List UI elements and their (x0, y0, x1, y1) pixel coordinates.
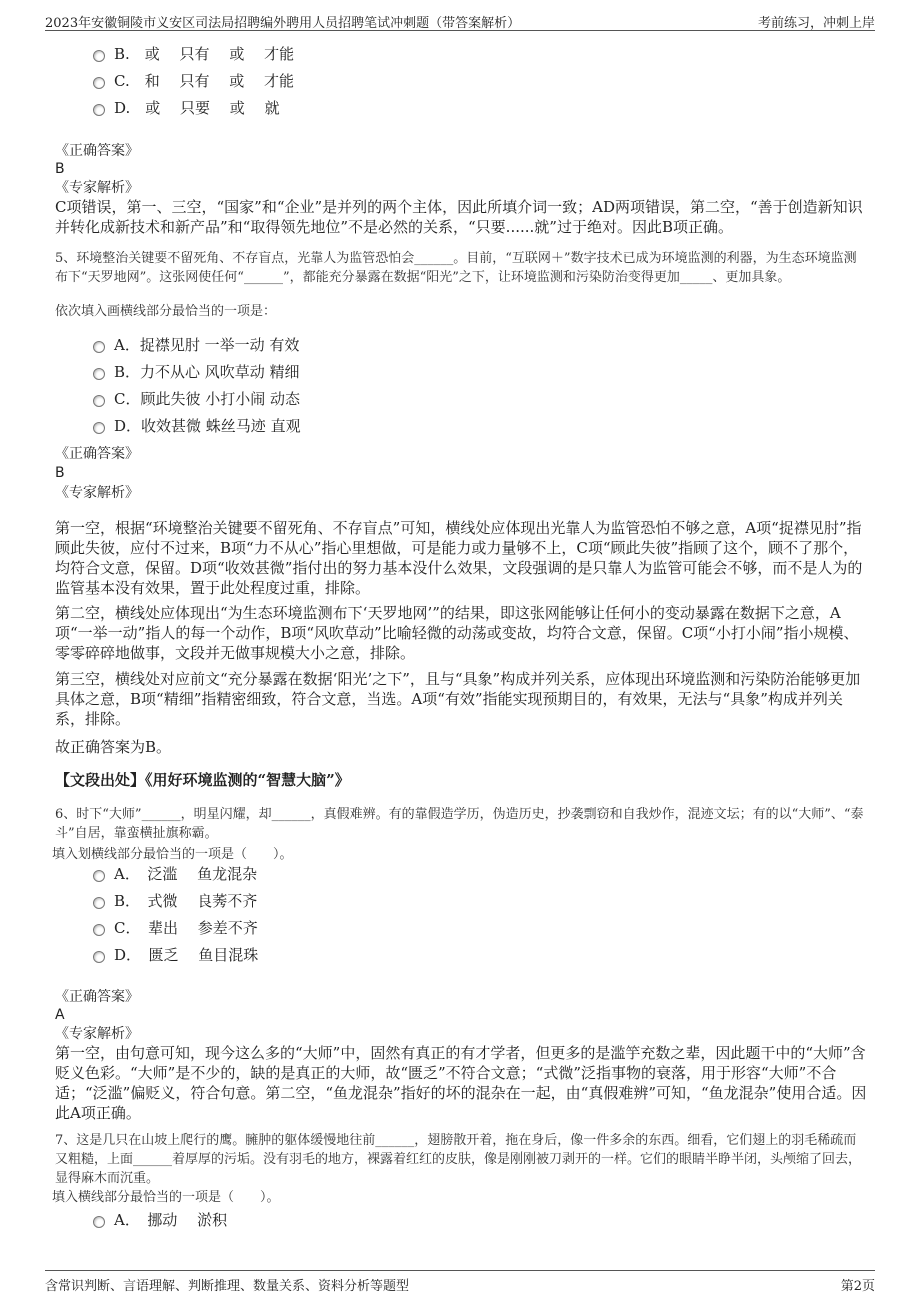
q5-answer: B (55, 465, 65, 481)
q5-analysis-para3: 第三空，横线处对应前文“充分暴露在数据‘阳光’之下”，且与“具象”构成并列关系，应体现出环境监测和污染防治能够更加具体之意，B项“精细”指精密细致，符合文意，当选。A项“有效”指能实现预期目的，有效果，无法与“具象”构成并列关系，排除。 (55, 670, 861, 728)
q5-prompt: 依次填入画横线部分最恰当的一项是： (55, 304, 277, 319)
q6-prompt: 填入划横线部分最恰当的一项是（ ）。 (52, 847, 293, 862)
radio-icon[interactable] (93, 1216, 105, 1228)
radio-icon[interactable] (93, 368, 105, 380)
radio-icon[interactable] (93, 951, 105, 963)
q5-analysis-label: 《专家解析》 (55, 485, 139, 501)
q4-analysis-label: 《专家解析》 (55, 180, 139, 196)
q6-analysis-label: 《专家解析》 (55, 1026, 139, 1042)
q6-analysis: 第一空，由句意可知，现今这么多的“大师”中，固然有真正的有才学者，但更多的是滥竽充数之辈，因此题干中的“大师”含贬义色彩。“大师”是不少的，缺的是真正的大师，故“匮乏”不符合文意；“式微”泛指事物的衰落，用于形容“大师”不合适；“泛滥”偏贬义，符合句意。第二空，“鱼龙混杂”指好的坏的混杂在一起，由“真假难辨”可知，“鱼龙混杂”使用合适。因此A项正确。 (55, 1044, 867, 1122)
q5-source: 【文段出处】《用好环境监测的“智慧大脑”》 (55, 771, 350, 789)
radio-icon[interactable] (93, 870, 105, 882)
q7-stem: 7、这是几只在山坡上爬行的鹰。臃肿的躯体缓慢地往前______，翅膀散开着，拖在身后，像一件多余的东西。细看，它们翅上的羽毛稀疏而又粗糙，上面______着厚厚的污垢。没有羽毛的地方，裸露着红红的皮肤，像是刚刚被刀剥开的一样。它们的眼睛半睁半闭，头颅缩了回去，显得麻木而沉重。 (55, 1133, 862, 1186)
radio-icon[interactable] (93, 341, 105, 353)
q4-analysis: C项错误，第一、三空，“国家”和“企业”是并列的两个主体，因此所填介词一致；AD两项错误，第二空，“善于创造新知识并转化成新技术和新产品”和“取得领先地位”不是必然的关系，“只要......就”过于绝对。因此B项正确。 (55, 198, 863, 236)
q5-option-c[interactable]: C．顾此失彼 小打小闹 动态 (93, 389, 300, 409)
q4-answer: B (55, 161, 65, 177)
footer-categories: 含常识判断、言语理解、判断推理、数量关系、资料分析等题型 (45, 1279, 410, 1294)
q5-stem: 5、环境整治关键要不留死角、不存盲点，光靠人为监管恐怕会______。目前，“互联网＋”数字技术已成为环境监测的利器，为生态环境监测布下“天罗地网”。这张网使任何“______”，都能充分暴露在数据“阳光”之下，让环境监测和污染防治变得更加_____、更加具象。 (55, 251, 857, 285)
q5-answer-label: 《正确答案》 (55, 446, 139, 462)
page-number: 第2页 (840, 1279, 875, 1294)
q6-option-c[interactable]: C． 辈出 参差不齐 (93, 918, 258, 938)
radio-icon[interactable] (93, 422, 105, 434)
radio-icon[interactable] (93, 924, 105, 936)
q4-answer-label: 《正确答案》 (55, 143, 139, 159)
q6-option-d[interactable]: D． 匮乏 鱼目混珠 (93, 945, 258, 965)
q6-stem: 6、时下“大师”______，明星闪耀，却______，真假难辨。有的靠假造学历，伪造历史，抄袭剽窃和自我炒作，混迹文坛；有的以“大师”、“泰斗”自居，靠蛮横扯旗称霸。 (55, 807, 864, 841)
radio-icon[interactable] (93, 77, 105, 89)
q6-option-b[interactable]: B． 式微 良莠不齐 (93, 891, 257, 911)
q4-option-c[interactable]: C. 和 只有 或 才能 (93, 71, 294, 91)
q4-option-d[interactable]: D. 或 只要 或 就 (93, 98, 280, 118)
q6-answer-label: 《正确答案》 (55, 989, 139, 1005)
radio-icon[interactable] (93, 104, 105, 116)
radio-icon[interactable] (93, 897, 105, 909)
q5-option-d[interactable]: D．收效甚微 蛛丝马迹 直观 (93, 416, 301, 436)
q5-analysis-para1: 第一空，根据“环境整治关键要不留死角、不存盲点”可知，横线处应体现出光靠人为监管恐怕不够之意，A项“捉襟见肘”指顾此失彼，应付不过来，B项“力不从心”指心里想做，可是能力或力量够不上，C项“顾此失彼”指顾了这个，顾不了那个，均符合文意，保留。D项“收效甚微”指付出的努力基本没什么效果，文段强调的是只靠人为监管可能会不够，而不是人为的监管基本没有效果，置于此处程度过重，排除。 (55, 519, 863, 597)
page-header (45, 8, 875, 31)
q5-option-a[interactable]: A．捉襟见肘 一举一动 有效 (93, 335, 299, 355)
q5-conclusion: 故正确答案为B。 (55, 738, 172, 756)
q6-answer: A (55, 1007, 65, 1023)
q5-analysis-para2: 第二空，横线处应体现出“为生态环境监测布下‘天罗地网’”的结果，即这张网能够让任何小的变动暴露在数据下之意，A项“一举一动”指人的每一个动作，B项“风吹草动”比喻轻微的动荡或变故，均符合文意，保留。C项“小打小闹”指小规模、零零碎碎地做事，文段并无做事规模大小之意，排除。 (55, 604, 859, 662)
q4-option-b[interactable]: B. 或 只有 或 才能 (93, 44, 294, 64)
document-title: 2023年安徽铜陵市义安区司法局招聘编外聘用人员招聘笔试冲刺题（带答案解析） (45, 16, 521, 31)
q5-option-b[interactable]: B．力不从心 风吹草动 精细 (93, 362, 300, 382)
radio-icon[interactable] (93, 395, 105, 407)
page-footer (45, 1270, 875, 1295)
radio-icon[interactable] (93, 50, 105, 62)
q7-prompt: 填入横线部分最恰当的一项是（ ）。 (52, 1190, 280, 1205)
q7-option-a[interactable]: A． 挪动 淤积 (93, 1210, 227, 1230)
header-slogan: 考前练习，冲刺上岸 (757, 16, 875, 31)
q6-option-a[interactable]: A． 泛滥 鱼龙混杂 (93, 864, 257, 884)
